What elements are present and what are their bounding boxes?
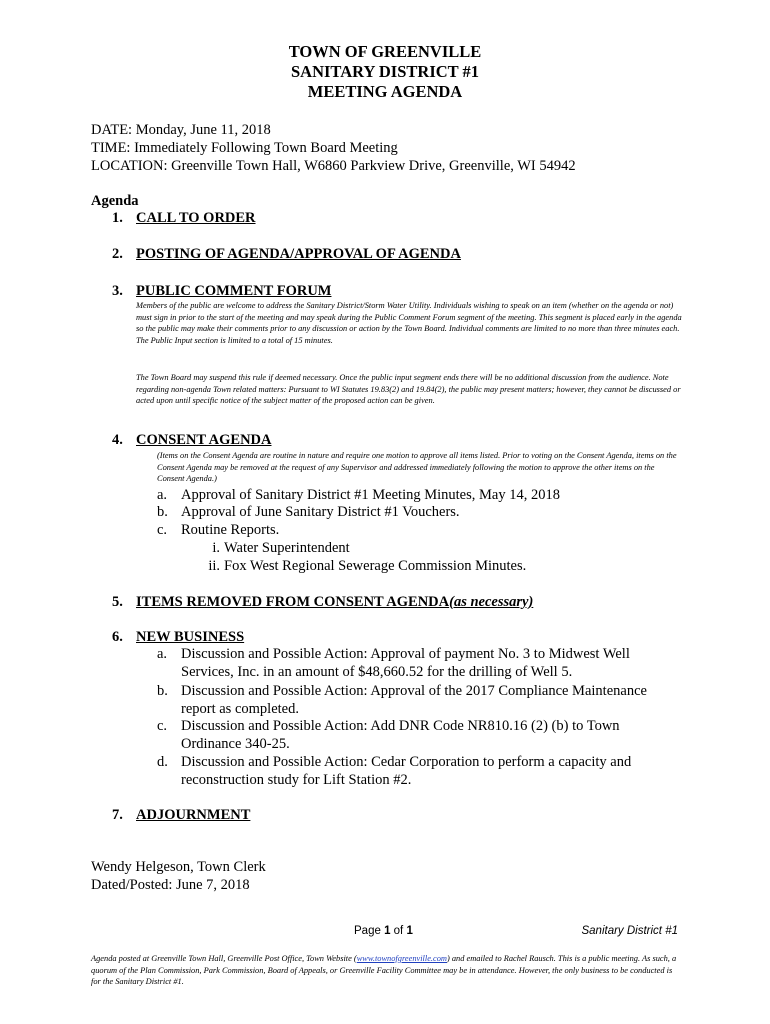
item-heading-suffix: (as necessary) xyxy=(449,594,534,610)
meeting-time: TIME: Immediately Following Town Board Meeting xyxy=(91,140,398,156)
item-text: Routine Reports. xyxy=(181,522,280,538)
report-fox-west-minutes xyxy=(196,558,526,576)
item-text: Fox West Regional Sewerage Commission Minutes. xyxy=(224,558,527,574)
page-current: 1 xyxy=(384,925,391,937)
meeting-date: DATE: Monday, June 11, 2018 xyxy=(91,122,271,138)
item-letter: b. xyxy=(157,504,168,520)
title-line-agenda: MEETING AGENDA xyxy=(307,82,463,101)
item-text: Approval of Sanitary District #1 Meeting Minutes, May 14, 2018 xyxy=(181,487,560,503)
item-letter: b. xyxy=(157,683,168,699)
meeting-details xyxy=(91,121,576,175)
consent-item-reports xyxy=(157,522,661,540)
signature-block xyxy=(91,858,266,894)
item-number: 7. xyxy=(112,807,123,823)
item-text: Discussion and Possible Action: Add DNR Code NR810.16 (2) (b) to Town Ordinance 340-25. xyxy=(181,718,620,752)
meeting-location: LOCATION: Greenville Town Hall, W6860 Parkview Drive, Greenville, WI 54942 xyxy=(91,158,576,174)
posted-date: Dated/Posted: June 7, 2018 xyxy=(91,877,250,893)
item-letter: a. xyxy=(157,646,168,662)
agenda-item-new-business xyxy=(112,629,244,646)
item-heading: CALL TO ORDER xyxy=(136,210,256,226)
item-heading: POSTING OF AGENDA/APPROVAL OF AGENDA xyxy=(136,246,461,262)
item-letter: c. xyxy=(157,522,168,538)
new-business-well-payment xyxy=(157,646,661,681)
item-number: 6. xyxy=(112,629,123,645)
footer-district-label: Sanitary District #1 xyxy=(581,925,678,937)
item-text: Water Superintendent xyxy=(224,540,350,556)
item-text: Discussion and Possible Action: Approval of payment No. 3 to Midwest Well Services, Inc. in an amount of $48,660.52 for the drilling of Well 5. xyxy=(181,646,630,680)
agenda-item-consent xyxy=(112,432,272,449)
item-text: Discussion and Possible Action: Cedar Corporation to perform a capacity and reconstruction study for Lift Station #2. xyxy=(181,754,632,788)
new-business-dnr-code xyxy=(157,718,661,753)
agenda-item-call-to-order xyxy=(112,210,256,227)
agenda-item-adjournment xyxy=(112,807,250,824)
posting-notice xyxy=(91,953,681,988)
item-number: 3. xyxy=(112,283,123,299)
item-heading: PUBLIC COMMENT FORUM xyxy=(136,283,332,299)
item-letter: d. xyxy=(157,754,168,770)
item-number: 1. xyxy=(112,210,123,226)
consent-agenda-note: (Items on the Consent Agenda are routine in nature and require one motion to approve all items listed. Prior to voting on the Consent Agenda, items on the Consent Agenda may be removed at the request of any Supervisor and addressed immediately following the motion to approve the other items on the Consent Agenda.) xyxy=(157,451,677,484)
town-website-link[interactable]: www.townofgreenville.com xyxy=(356,954,447,963)
item-heading: ITEMS REMOVED FROM CONSENT AGENDA xyxy=(136,594,450,610)
item-heading: ADJOURNMENT xyxy=(136,807,251,823)
public-comment-suspension-note: The Town Board may suspend this rule if deemed necessary. Once the public input segment ends there will be no additional discussion from the audience. Note regarding non-agenda Town related matters: Pursuant to WI Statutes 19.83(2) and 19.84(2), the public may present matters; however, they cannot be discussed or acted upon until specific notice of the subject matter of the proposed action can be given. xyxy=(136,373,681,406)
notice-text-end: ) and emailed to Rachel Rausch. This is a public meeting. As such, a quorum of the Plan Commission, Park Commission, Board of Appeals, or Greenville Facility Committee may be in attendance. However, the only business to be conducted is for the Sanitary District #1. xyxy=(91,954,677,987)
new-business-compliance-report xyxy=(157,683,661,718)
agenda-item-public-comment xyxy=(112,283,331,300)
item-text: Discussion and Possible Action: Approval of the 2017 Compliance Maintenance report as completed. xyxy=(181,683,647,717)
item-roman: ii. xyxy=(208,558,220,574)
page-footer xyxy=(0,925,770,943)
report-water-superintendent xyxy=(196,540,350,558)
consent-item-minutes xyxy=(157,487,661,505)
consent-item-vouchers xyxy=(157,504,661,522)
agenda-heading: Agenda xyxy=(91,193,139,209)
title-line-town: TOWN OF GREENVILLE xyxy=(288,42,482,61)
document-title xyxy=(0,42,770,102)
public-comment-rules: Members of the public are welcome to address the Sanitary District/Storm Water Utility. Individuals wishing to speak on an item (whether on the agenda or not) must sign in prior to the start of the meeting and may speak during the Public Comment Forum segment of the meeting. This segment is placed early in the agenda so the public may make their comments prior to any discussion or action by the Town Board. Individual comments are limited to no more than three minutes each. The Public Input section is limited to a total of 15 minutes. xyxy=(136,301,682,345)
agenda-item-posting xyxy=(112,246,461,263)
notice-text-start: Agenda posted at Greenville Town Hall, Greenville Post Office, Town Website ( xyxy=(91,954,357,963)
item-roman: i. xyxy=(212,540,220,556)
page-total: 1 xyxy=(406,925,413,937)
title-line-district: SANITARY DISTRICT #1 xyxy=(291,62,479,81)
item-text: Approval of June Sanitary District #1 Vouchers. xyxy=(181,504,460,520)
item-heading: CONSENT AGENDA xyxy=(136,432,272,448)
item-letter: a. xyxy=(157,487,168,503)
page-number xyxy=(354,925,413,937)
page-of: of xyxy=(390,925,407,937)
agenda-item-removed-consent xyxy=(112,594,533,611)
item-number: 2. xyxy=(112,246,123,262)
new-business-lift-station-study xyxy=(157,754,661,789)
clerk-name: Wendy Helgeson, Town Clerk xyxy=(91,859,266,875)
item-heading: NEW BUSINESS xyxy=(136,629,245,645)
item-letter: c. xyxy=(157,718,168,734)
item-number: 4. xyxy=(112,432,123,448)
item-number: 5. xyxy=(112,594,123,610)
page-prefix: Page xyxy=(354,925,385,937)
